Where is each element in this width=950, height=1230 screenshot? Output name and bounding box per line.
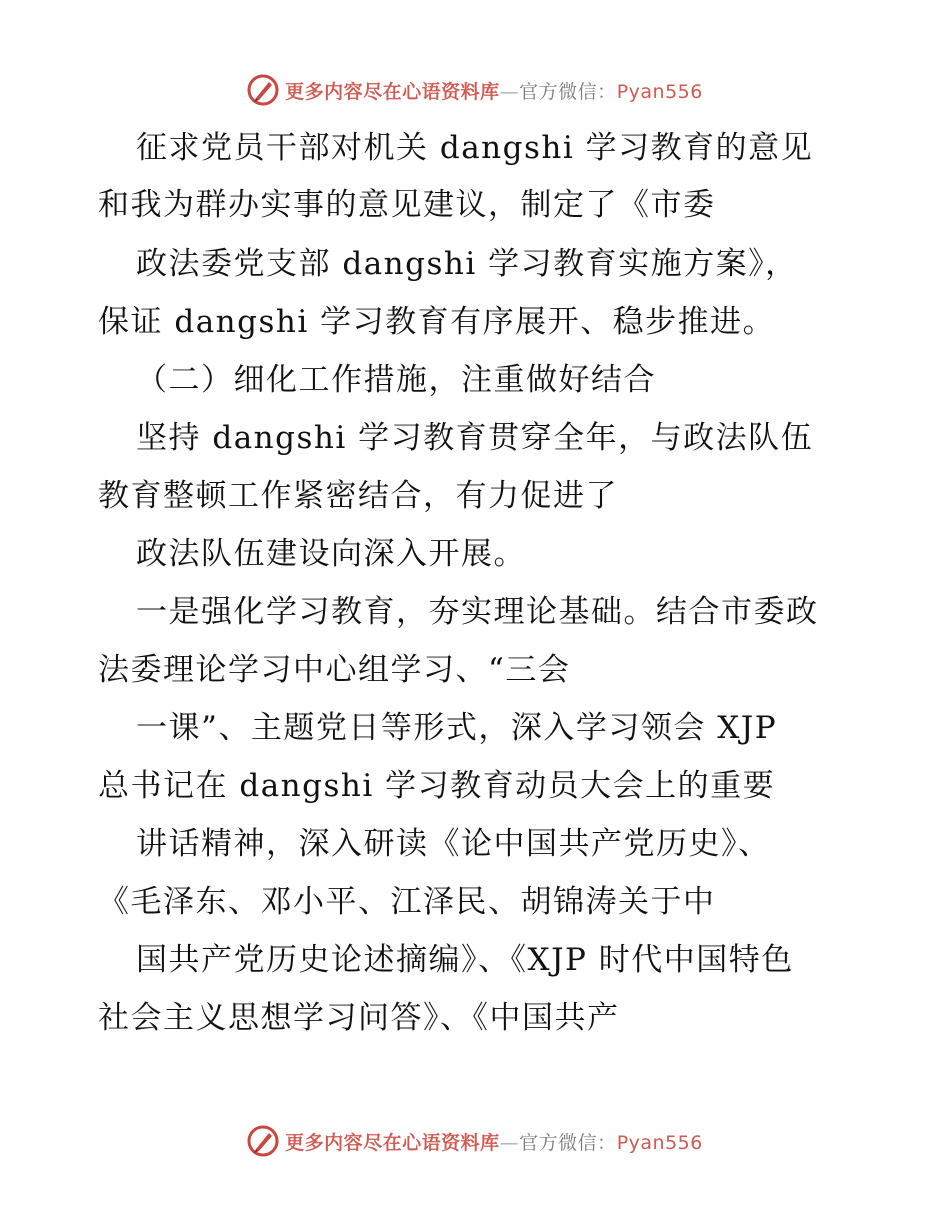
text-line: 一课”、主题党日等形式，深入学习领会 XJP — [136, 710, 778, 746]
quill-pen-logo-icon — [247, 1125, 279, 1157]
watermark-site: 更多内容尽在心语资料库 — [285, 1131, 500, 1154]
text-line: 政法委党支部 dangshi 学习教育实施方案》， — [136, 246, 798, 282]
footer-watermark — [0, 1123, 950, 1159]
section-heading: （二）细化工作措施，注重做好结合 — [136, 362, 656, 398]
header-watermark — [0, 72, 950, 108]
watermark-id: Pyan556 — [616, 80, 703, 103]
text-line: 征求党员干部对机关 dangshi 学习教育的意见 — [136, 130, 814, 166]
text-line: 政法队伍建设向深入开展。 — [136, 536, 526, 572]
text-line: 保证 dangshi 学习教育有序展开、稳步推进。 — [98, 304, 776, 340]
text-line: 社会主义思想学习问答》、《中国共产 — [98, 1000, 620, 1036]
watermark-site: 更多内容尽在心语资料库 — [285, 80, 500, 103]
watermark-dash: — — [499, 1131, 520, 1154]
text-line: 讲话精神，深入研读《论中国共产党历史》、 — [136, 826, 771, 862]
text-line: 坚持 dangshi 学习教育贯穿全年，与政法队伍 — [136, 420, 814, 456]
text-line: 总书记在 dangshi 学习教育动员大会上的重要 — [98, 768, 776, 804]
text-line: 一是强化学习教育，夯实理论基础。结合市委政 — [136, 594, 819, 630]
watermark-official: 官方微信： — [519, 1131, 617, 1154]
text-line: 法委理论学习中心组学习、“三会 — [98, 652, 571, 688]
watermark-dash: — — [499, 80, 520, 103]
watermark-id: Pyan556 — [616, 1131, 703, 1154]
watermark-official: 官方微信： — [519, 80, 617, 103]
quill-pen-logo-icon — [247, 74, 279, 106]
text-line: 《毛泽东、邓小平、江泽民、胡锦涛关于中 — [98, 884, 716, 920]
text-line: 国共产党历史论述摘编》、《XJP 时代中国特色 — [136, 942, 794, 978]
text-line: 教育整顿工作紧密结合，有力促进了 — [98, 478, 618, 514]
text-line: 和我为群办实事的意见建议，制定了《市委 — [98, 187, 716, 223]
